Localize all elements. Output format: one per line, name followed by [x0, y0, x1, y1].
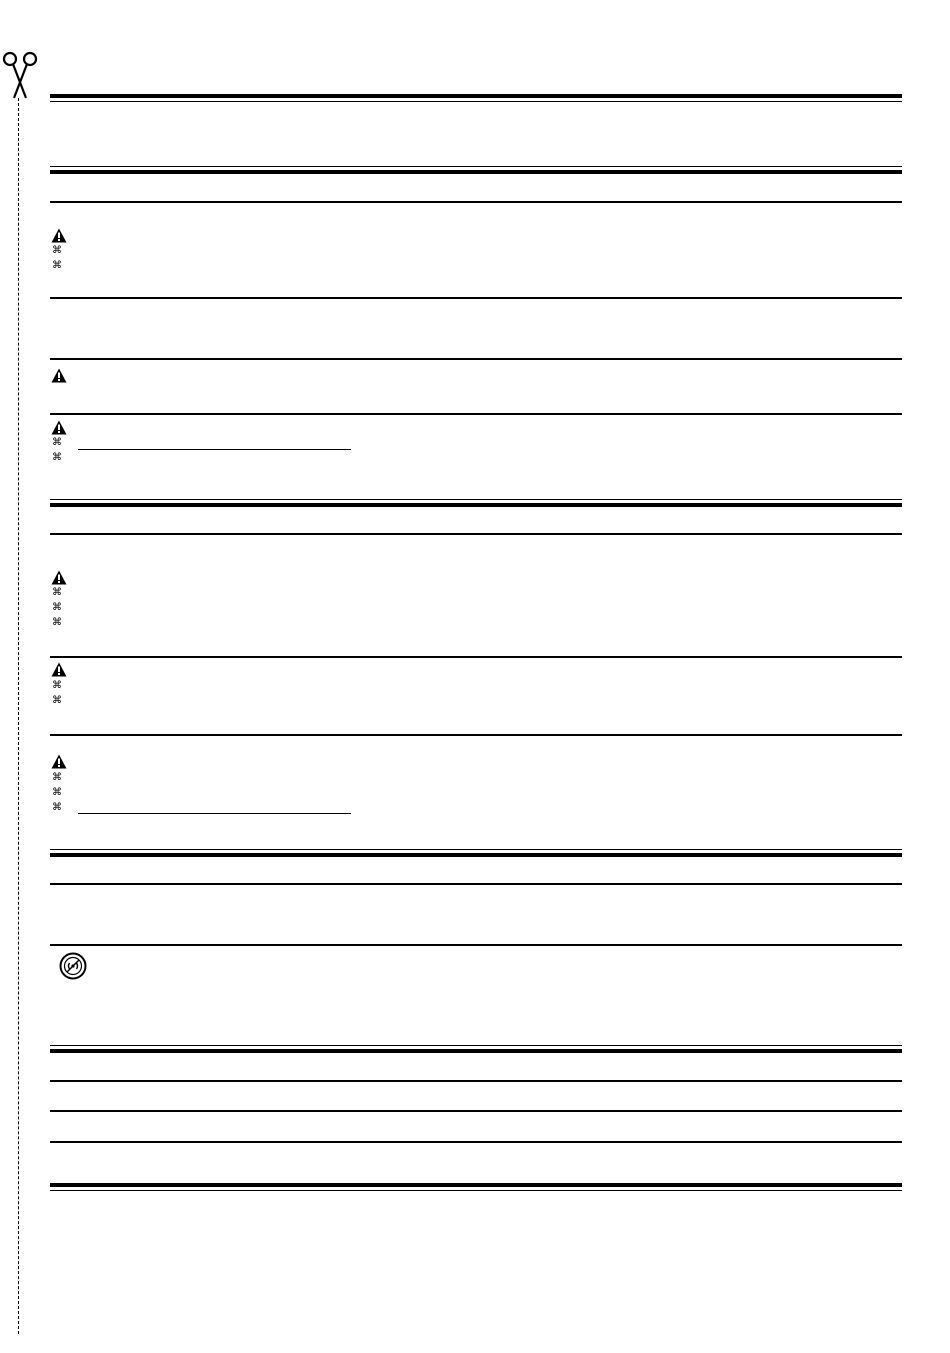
- warning-triangle-icon: [51, 228, 67, 243]
- cross-bullet: ⌘: [52, 245, 62, 256]
- section-2-divider: [50, 533, 902, 535]
- section-4-divider: [50, 1080, 902, 1082]
- warning-triangle-icon: [51, 570, 67, 585]
- warning-triangle-icon: [51, 662, 67, 677]
- page-top-rule: [50, 94, 902, 102]
- warning-triangle-icon: [51, 368, 67, 383]
- note-divider: [50, 944, 902, 946]
- warning-triangle-icon: [51, 754, 67, 769]
- section-3-rule: [50, 849, 902, 857]
- note-divider: [50, 656, 902, 658]
- page-bottom-rule: [50, 1183, 902, 1191]
- section-2-rule: [50, 499, 902, 507]
- section-3-divider: [50, 883, 902, 885]
- cross-bullet: ⌘: [52, 772, 62, 783]
- cross-bullet: ⌘: [52, 680, 62, 691]
- cross-bullet: ⌘: [52, 787, 62, 798]
- cut-guide-line: [18, 98, 19, 1334]
- text-underline: [78, 813, 351, 814]
- section-1-rule: [50, 166, 902, 174]
- cross-bullet: ⌘: [52, 452, 62, 463]
- cross-bullet: ⌘: [52, 260, 62, 271]
- section-4-rule: [50, 1045, 902, 1053]
- cross-bullet: ⌘: [52, 602, 62, 613]
- cross-bullet: ⌘: [52, 802, 62, 813]
- cross-bullet: ⌘: [52, 617, 62, 628]
- section-4-divider: [50, 1110, 902, 1112]
- section-1-end-rule: [50, 297, 902, 299]
- note-divider: [50, 413, 902, 415]
- cross-bullet: ⌘: [52, 587, 62, 598]
- note-divider: [50, 358, 902, 360]
- note-divider: [50, 734, 902, 736]
- cross-bullet: ⌘: [52, 437, 62, 448]
- section-4-divider: [50, 1141, 902, 1143]
- noise-symbol-icon: [59, 952, 87, 980]
- warning-triangle-icon: [51, 420, 67, 435]
- cross-bullet: ⌘: [52, 695, 62, 706]
- scissors-icon: [2, 46, 38, 102]
- section-1-divider: [50, 201, 902, 203]
- text-underline: [78, 449, 351, 450]
